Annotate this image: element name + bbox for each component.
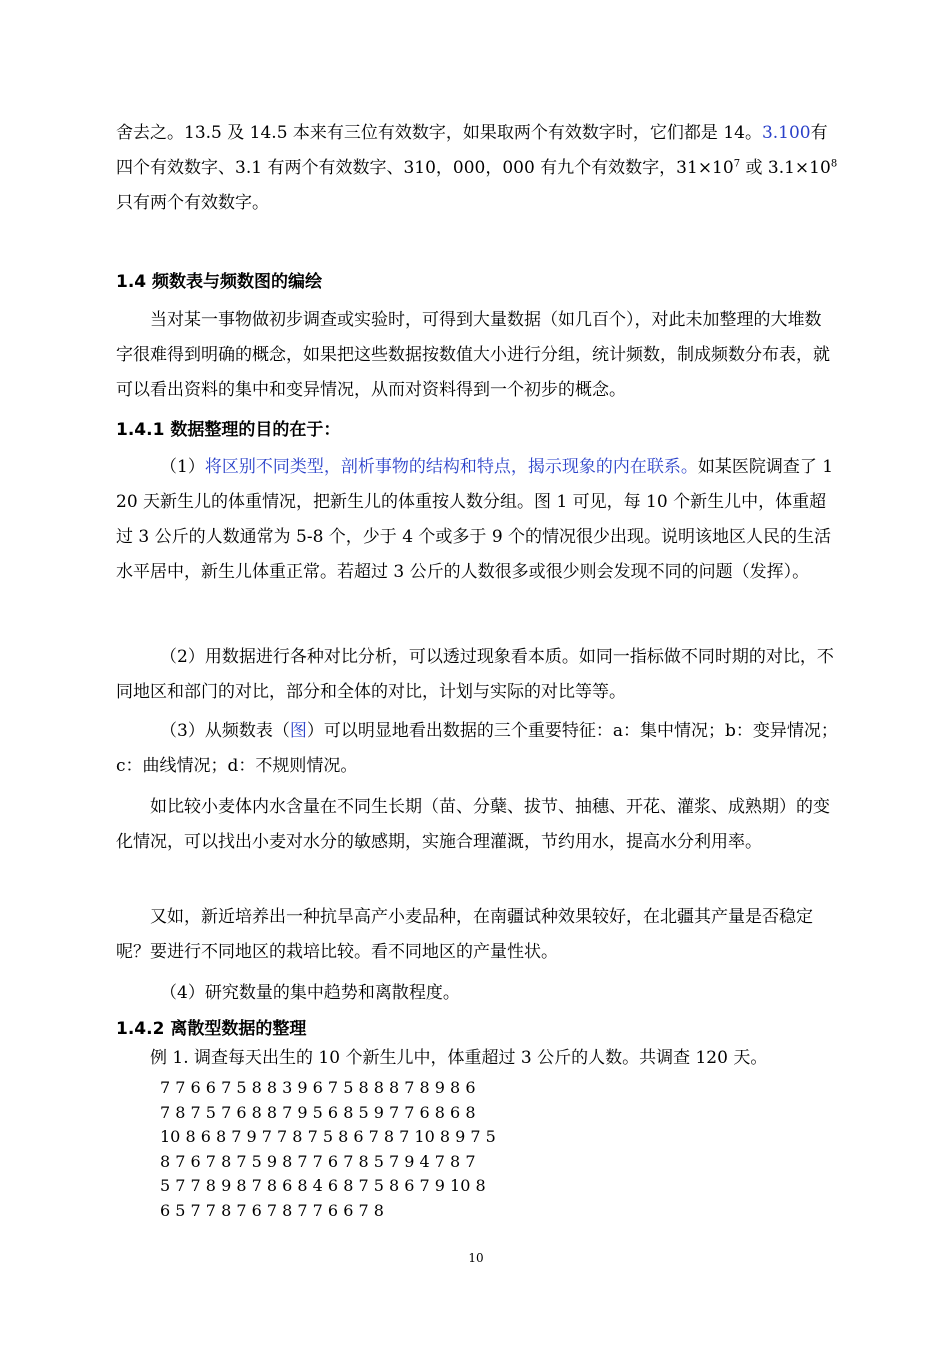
section-heading-1-4-1: 1.4.1 数据整理的目的在于： [116, 420, 341, 440]
data-row: 7 7 6 6 7 5 8 8 3 9 6 7 5 8 8 8 7 8 9 8 6 [160, 1078, 476, 1097]
section-heading-1-4-2: 1.4.2 离散型数据的整理 [116, 1019, 307, 1039]
text-run: 如某医院调查了 120 天新生儿的体重情况，把新生儿的体重按人数分组。图 1 可见，每 10 个新生儿中，体重超过 3 公斤的人数通常为 5-8 个，少于 4 个或多于 9 个的情况很少出现。说明该地区人民的生活水平居中，新生儿体重正常。若超过 3 公斤的人数很多或很少则会发现不同的问题（发挥）。 [116, 457, 834, 582]
raw-data-block [160, 1076, 496, 1223]
paragraph-purpose-1 [116, 450, 838, 590]
data-row: 6 5 7 7 8 7 6 7 8 7 7 6 6 7 8 [160, 1200, 384, 1220]
paragraph-wheat-example: 如比较小麦体内水含量在不同生长期（苗、分蘖、拔节、抽穗、开花、灌浆、成熟期）的变化情况，可以找出小麦对水分的敏感期，实施合理灌溉，节约用水，提高水分利用率。 [116, 797, 830, 852]
data-row: 10 8 6 8 7 9 7 7 8 7 5 8 6 7 8 7 10 8 9 7 5 [160, 1127, 496, 1146]
highlighted-text: 将区别不同类型，剖析事物的结构和特点，揭示现象的内在联系。 [204, 457, 698, 477]
page-number: 10 [468, 1251, 484, 1265]
paragraph-purpose-4: （4）研究数量的集中趋势和离散程度。 [160, 983, 460, 1003]
text-run: 舍去之。13.5 及 14.5 本来有三位有效数字，如果取两个有效数字时，它们都是 14。 [116, 123, 762, 143]
data-row: 5 7 7 8 9 8 7 8 6 8 4 6 8 7 5 8 6 7 9 10 8 [160, 1176, 486, 1195]
paragraph-purpose-2: （2）用数据进行各种对比分析，可以透过现象看本质。如同一指标做不同时期的对比，不同地区和部门的对比，部分和全体的对比，计划与实际的对比等等。 [116, 647, 834, 702]
superscript: 7 [733, 158, 741, 170]
paragraph-purpose-3 [116, 714, 838, 784]
data-row: 7 8 7 5 7 6 8 8 7 9 5 6 8 5 9 7 7 6 8 6 8 [160, 1102, 476, 1122]
section-heading-1-4: 1.4 频数表与频数图的编绘 [116, 272, 323, 292]
data-row: 8 7 6 7 8 7 5 9 8 7 7 6 7 8 5 7 9 4 7 8 7 [160, 1151, 476, 1171]
paragraph-intro: 当对某一事物做初步调查或实验时，可得到大量数据（如几百个），对此未加整理的大堆数字很难得到明确的概念，如果把这些数据按数值大小进行分组，统计频数，制成频数分布表，就可以看出资料的集中和变异情况，从而对资料得到一个初步的概念。 [116, 310, 830, 400]
superscript: 8 [830, 158, 838, 170]
figure-link[interactable]: 图 [289, 721, 307, 741]
text-run: 有四个有效数字、3.1 有两个有效数字、310，000，000 有九个有效数字，31×10 [116, 123, 828, 178]
text-run: ）可以明显地看出数据的三个重要特征：a：集中情况；b：变异情况；c：曲线情况；d：不规则情况。 [116, 721, 838, 776]
text-run: 或 3.1×10 [740, 158, 831, 178]
paragraph-significant-figures [116, 116, 838, 221]
text-run: （1） [160, 457, 205, 477]
text-run: （3）从频数表（ [160, 721, 290, 741]
text-run: 只有两个有效数字。 [116, 193, 269, 213]
paragraph-drought-example: 又如，新近培养出一种抗旱高产小麦品种，在南疆试种效果较好，在北疆其产量是否稳定呢？要进行不同地区的栽培比较。看不同地区的产量性状。 [116, 907, 813, 962]
paragraph-example-1: 例 1. 调查每天出生的 10 个新生儿中，体重超过 3 公斤的人数。共调查 120 天。 [150, 1048, 768, 1068]
highlighted-text: 3.100 [761, 123, 811, 143]
